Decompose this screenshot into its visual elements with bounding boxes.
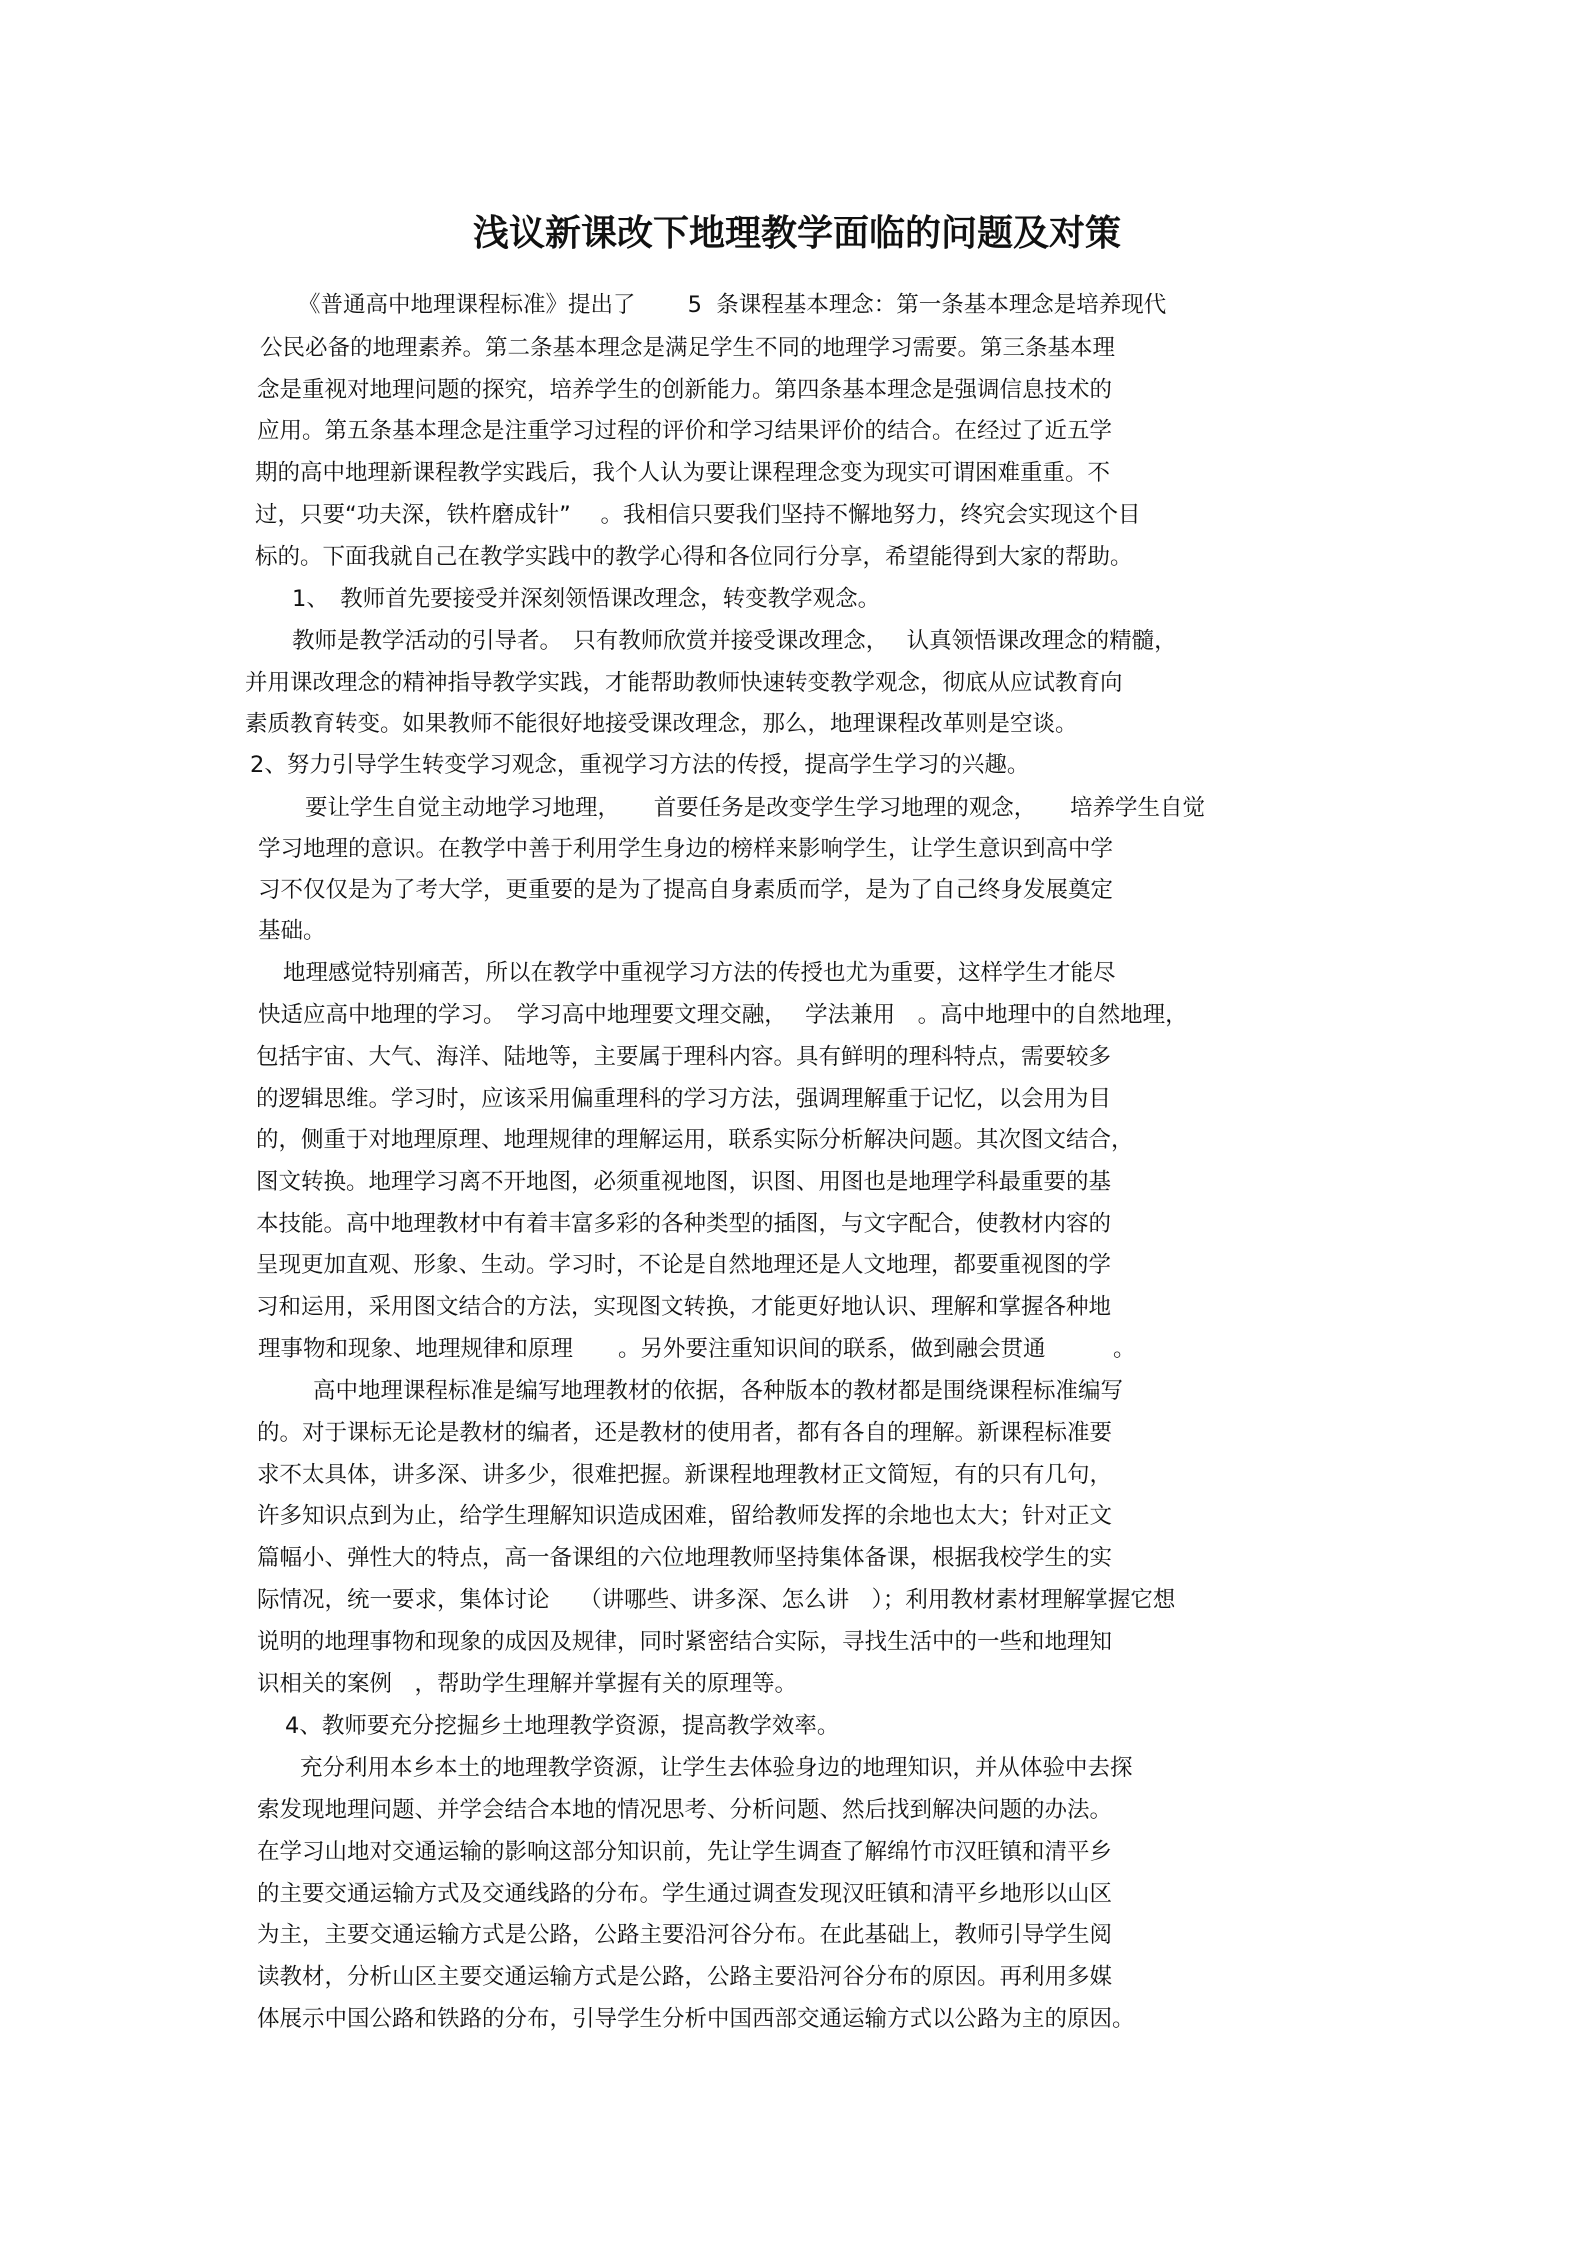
text-line: 许多知识点到为止，给学生理解知识造成困难，留给教师发挥的余地也太大；针对正文 (257, 1503, 1113, 1529)
text-line: 说明的地理事物和现象的成因及规律，同时紧密结合实际，寻找生活中的一些和地理知 (257, 1629, 1113, 1655)
text-line: 快适应高中地理的学习。 学习高中地理要文理交融， 学法兼用 。高中地理中的自然地理， (258, 1002, 1188, 1028)
text-line: 篇幅小、弹性大的特点，高一备课组的六位地理教师坚持集体备课，根据我校学生的实 (257, 1545, 1113, 1571)
text-line: 要让学生自觉主动地学习地理， 首要任务是改变学生学习地理的观念， 培养学生自觉 (305, 795, 1206, 821)
text-line: 为主，主要交通运输方式是公路，公路主要沿河谷分布。在此基础上，教师引导学生阅 (257, 1922, 1113, 1948)
text-line: 地理感觉特别痛苦，所以在教学中重视学习方法的传授也尤为重要，这样学生才能尽 (283, 960, 1116, 986)
text-line: 学习地理的意识。在教学中善于利用学生身边的榜样来影响学生，让学生意识到高中学 (258, 836, 1114, 862)
text-line: 的主要交通运输方式及交通线路的分布。学生通过调查发现汉旺镇和清平乡地形以山区 (257, 1881, 1113, 1907)
text-line: 标的。下面我就自己在教学实践中的教学心得和各位同行分享，希望能得到大家的帮助。 (255, 544, 1133, 570)
text-line: 期的高中地理新课程教学实践后，我个人认为要让课程理念变为现实可谓困难重重。不 (255, 460, 1111, 486)
section-heading: 1、 教师首先要接受并深刻领悟课改理念，转变教学观念。 (292, 586, 881, 612)
text-line: 索发现地理问题、并学会结合本地的情况思考、分析问题、然后找到解决问题的办法。 (257, 1797, 1113, 1823)
text-line: 基础。 (258, 918, 326, 944)
text-line: 公民必备的地理素养。第二条基本理念是满足学生不同的地理学习需要。第三条基本理 (260, 335, 1116, 361)
text-line: 读教材，分析山区主要交通运输方式是公路，公路主要沿河谷分布的原因。再利用多媒 (257, 1964, 1113, 1990)
text-line: 求不太具体，讲多深、讲多少，很难把握。新课程地理教材正文简短，有的只有几句， (257, 1462, 1113, 1488)
section-heading: 4、教师要充分挖掘乡土地理教学资源，提高教学效率。 (285, 1713, 840, 1739)
text-line: 包括宇宙、大气、海洋、陆地等，主要属于理科内容。具有鲜明的理科特点，需要较多 (256, 1044, 1112, 1070)
text-line: 的。对于课标无论是教材的编者，还是教材的使用者，都有各自的理解。新课程标准要 (257, 1420, 1113, 1446)
text-line: 《普通高中地理课程标准》提出了 5 条课程基本理念：第一条基本理念是培养现代 (298, 292, 1167, 318)
text-line: 教师是教学活动的引导者。 只有教师欣赏并接受课改理念， 认真领悟课改理念的精髓， (292, 628, 1177, 654)
text-line: 习和运用，采用图文结合的方法，实现图文转换，才能更好地认识、理解和掌握各种地 (256, 1294, 1112, 1320)
text-line: 过，只要“功夫深，铁杵磨成针” 。我相信只要我们坚持不懈地努力，终究会实现这个目 (255, 502, 1141, 528)
text-line: 念是重视对地理问题的探究，培养学生的创新能力。第四条基本理念是强调信息技术的 (257, 377, 1113, 403)
text-line: 识相关的案例 ，帮助学生理解并掌握有关的原理等。 (257, 1671, 798, 1697)
text-line: 素质教育转变。如果教师不能很好地接受课改理念，那么，地理课程改革则是空谈。 (245, 711, 1078, 737)
text-line: 本技能。高中地理教材中有着丰富多彩的各种类型的插图，与文字配合，使教材内容的 (256, 1211, 1112, 1237)
text-line: 在学习山地对交通运输的影响这部分知识前，先让学生调查了解绵竹市汉旺镇和清平乡 (257, 1839, 1113, 1865)
text-line: 高中地理课程标准是编写地理教材的依据，各种版本的教材都是围绕课程标准编写 (313, 1378, 1124, 1404)
text-line: 体展示中国公路和铁路的分布，引导学生分析中国西部交通运输方式以公路为主的原因。 (257, 2006, 1135, 2032)
section-heading: 2、努力引导学生转变学习观念，重视学习方法的传授，提高学生学习的兴趣。 (250, 752, 1030, 778)
text-line: 呈现更加直观、形象、生动。学习时，不论是自然地理还是人文地理，都要重视图的学 (256, 1252, 1112, 1278)
text-line: 应用。第五条基本理念是注重学习过程的评价和学习结果评价的结合。在经过了近五学 (257, 418, 1113, 444)
text-line: 习不仅仅是为了考大学，更重要的是为了提高自身素质而学，是为了自己终身发展奠定 (258, 877, 1114, 903)
text-line: 的逻辑思维。学习时，应该采用偏重理科的学习方法，强调理解重于记忆，以会用为目 (256, 1086, 1112, 1112)
text-line: 充分利用本乡本土的地理教学资源，让学生去体验身边的地理知识，并从体验中去探 (300, 1755, 1133, 1781)
text-line: 并用课改理念的精神指导教学实践，才能帮助教师快速转变教学观念，彻底从应试教育向 (245, 670, 1123, 696)
text-line: 理事物和现象、地理规律和原理 。另外要注重知识间的联系，做到融会贯通 。 (258, 1336, 1136, 1362)
text-line: 际情况，统一要求，集体讨论 （讲哪些、讲多深、怎么讲 ）；利用教材素材理解掌握它想 (257, 1587, 1176, 1613)
text-line: 图文转换。地理学习离不开地图，必须重视地图，识图、用图也是地理学科最重要的基 (256, 1169, 1112, 1195)
text-line: 的，侧重于对地理原理、地理规律的理解运用，联系实际分析解决问题。其次图文结合， (256, 1127, 1134, 1153)
document-title: 浅议新课改下地理教学面临的问题及对策 (472, 213, 1121, 254)
